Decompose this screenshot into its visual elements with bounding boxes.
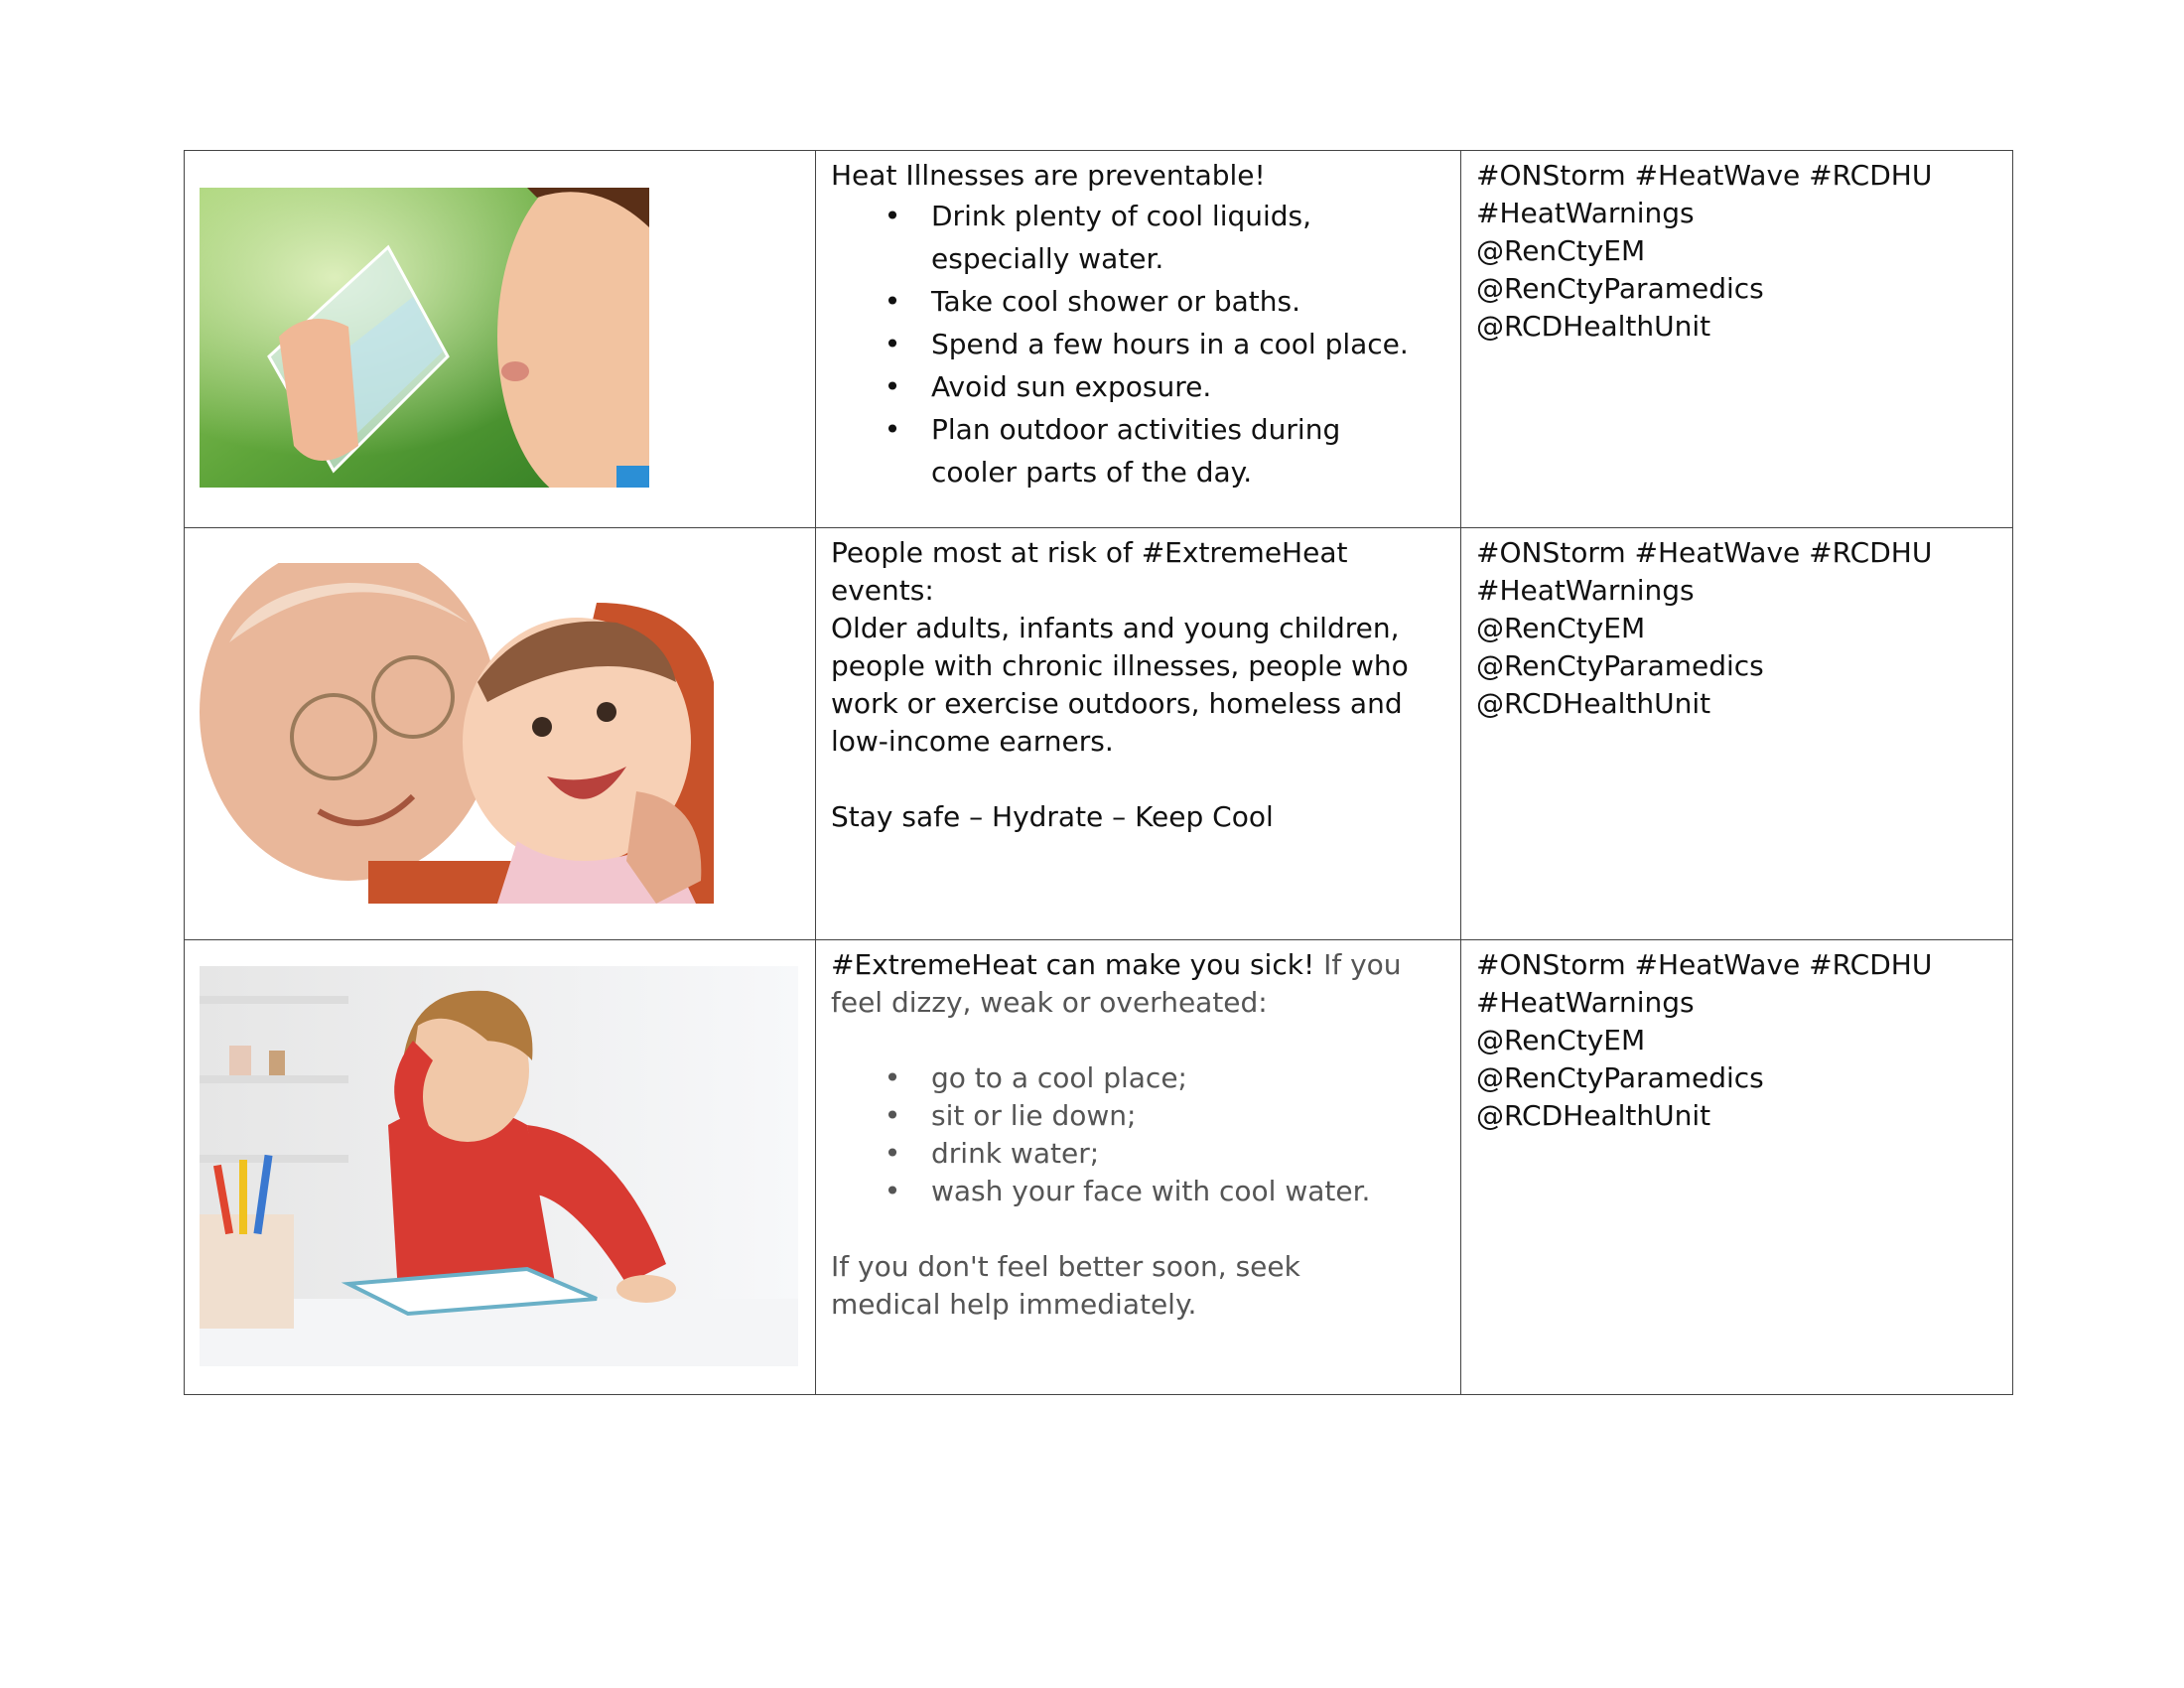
mention-line: @RenCtyEM	[1476, 612, 1646, 644]
bullet-icon: •	[884, 285, 901, 318]
bullet-icon: •	[884, 328, 901, 360]
mention-line: @RCDHealthUnit	[1476, 687, 1711, 720]
closing-slogan: Stay safe – Hydrate – Keep Cool	[831, 800, 1274, 833]
mention-line: @RenCtyParamedics	[1476, 272, 1764, 305]
mention-line: @RenCtyEM	[1476, 1024, 1646, 1056]
list-item: • drink water;	[831, 1135, 1446, 1173]
mention-line: @RenCtyParamedics	[1476, 649, 1764, 682]
hashtag-line: #HeatWarnings	[1476, 986, 1695, 1019]
image-cell	[185, 940, 816, 1395]
list-item: • sit or lie down;	[831, 1097, 1446, 1135]
bullet-icon: •	[884, 1061, 901, 1094]
hashtag-line: #ONStorm #HeatWave #RCDHU	[1476, 948, 1933, 981]
hashtags-cell	[1461, 528, 2013, 940]
message-cell	[816, 151, 1461, 528]
grandfather-with-baby-photo	[200, 563, 714, 904]
bullet-icon: •	[884, 1099, 901, 1132]
hashtag-line: #HeatWarnings	[1476, 197, 1695, 229]
child-drinking-water-photo	[200, 188, 649, 488]
hashtags-cell	[1461, 940, 2013, 1395]
mention-line: @RCDHealthUnit	[1476, 310, 1711, 343]
prevention-tips-list	[831, 195, 1446, 493]
hashtag-line: #HeatWarnings	[1476, 574, 1695, 607]
table-row	[185, 151, 2013, 528]
bullet-icon: •	[884, 370, 901, 403]
social-media-messages-table	[184, 150, 2013, 1395]
table-row	[185, 940, 2013, 1395]
list-item: • wash your face with cool water.	[831, 1173, 1446, 1210]
hashtag-line: #ONStorm #HeatWave #RCDHU	[1476, 159, 1933, 192]
list-item: • go to a cool place;	[831, 1059, 1446, 1097]
list-item: • Drink plenty of cool liquids, especially water.	[831, 195, 1446, 280]
table-row	[185, 528, 2013, 940]
list-item: • Take cool shower or baths.	[831, 280, 1446, 323]
mention-line: @RCDHealthUnit	[1476, 1099, 1711, 1132]
list-item: • Plan outdoor activities during cooler parts of the day.	[831, 408, 1446, 493]
mention-line: @RenCtyParamedics	[1476, 1061, 1764, 1094]
message-lead-bold: #ExtremeHeat can make you sick!	[831, 948, 1315, 981]
list-item: • Avoid sun exposure.	[831, 365, 1446, 408]
image-cell	[185, 151, 816, 528]
image-cell	[185, 528, 816, 940]
message-cell: People most at risk of #ExtremeHeat events: Older adults, infants and young children, people with chronic illnesses, people who work or exercise outdoors, homeless and low-income earners. Stay safe – Hydrate – Keep Cool	[816, 528, 1461, 940]
bullet-icon: •	[884, 1175, 901, 1207]
symptom-actions-list	[831, 1059, 1446, 1210]
child-with-headache-photo	[200, 966, 798, 1366]
hashtags-cell	[1461, 151, 2013, 528]
hashtag-line: #ONStorm #HeatWave #RCDHU	[1476, 536, 1933, 569]
bullet-icon: •	[884, 413, 901, 446]
bullet-icon: •	[884, 200, 901, 232]
bullet-icon: •	[884, 1137, 901, 1170]
message-cell: #ExtremeHeat can make you sick! If you feel dizzy, weak or overheated: • go to a cool place; • sit or lie down; • drink water; • wash your face with cool water. If you don't feel better soon, seek medical help immediately.	[816, 940, 1461, 1395]
message-heading: Heat Illnesses are preventable!	[831, 159, 1266, 192]
list-item: • Spend a few hours in a cool place.	[831, 323, 1446, 365]
mention-line: @RenCtyEM	[1476, 234, 1646, 267]
